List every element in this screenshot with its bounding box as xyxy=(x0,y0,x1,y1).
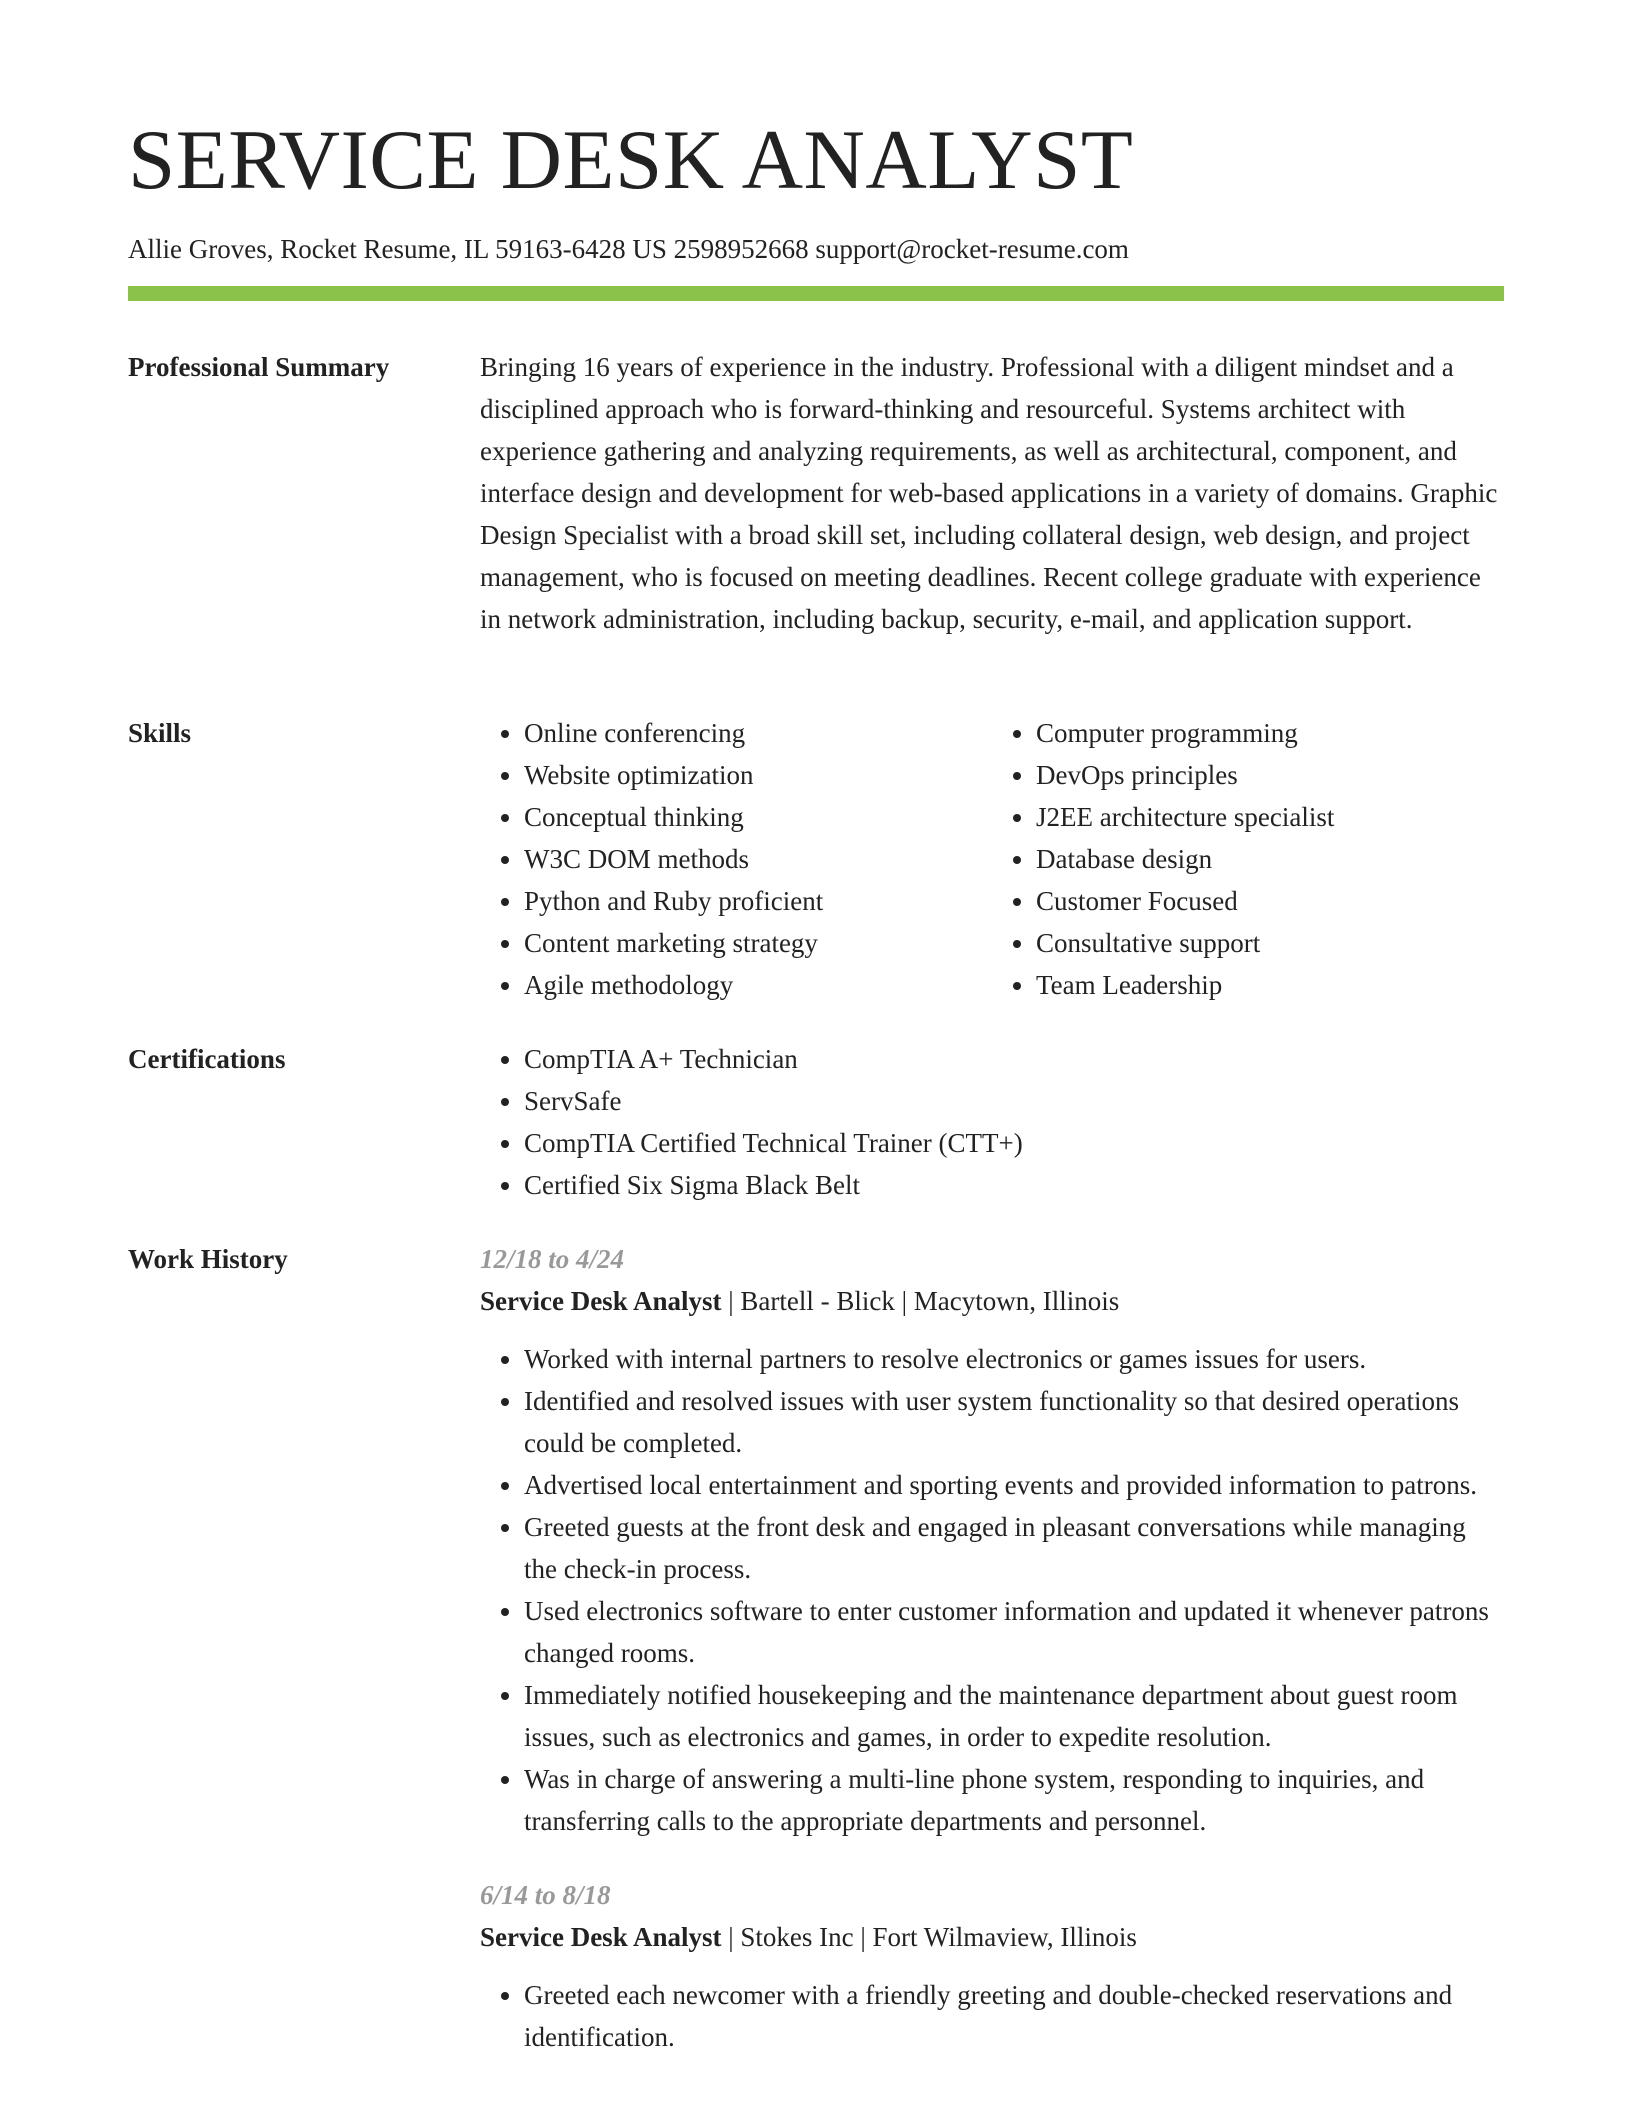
job-heading xyxy=(480,1916,1504,1958)
skill-item: • Content marketing strategy xyxy=(524,922,992,964)
contact-line: Allie Groves, Rocket Resume, IL 59163-6428 US 2598952668 support@rocket-resume.com xyxy=(128,234,1129,264)
job-entry xyxy=(480,1238,1504,1842)
skills-list-left xyxy=(480,712,992,1006)
job-company-location: | Stokes Inc | Fort Wilmaview, Illinois xyxy=(721,1922,1137,1952)
skill-item: • DevOps principles xyxy=(1036,754,1504,796)
skill-item: • Database design xyxy=(1036,838,1504,880)
job-bullet: • Was in charge of answering a multi-line phone system, responding to inquiries, and transferring calls to the appropriate departments and personnel. xyxy=(524,1758,1504,1842)
certifications-body xyxy=(480,1038,1504,1206)
summary-heading: Professional Summary xyxy=(128,352,390,382)
skill-item: • Conceptual thinking xyxy=(524,796,992,838)
skill-item: • Computer programming xyxy=(1036,712,1504,754)
work-history-heading: Work History xyxy=(128,1244,288,1274)
skill-item: • Team Leadership xyxy=(1036,964,1504,1006)
job-bullet: • Advertised local entertainment and sporting events and provided information to patrons. xyxy=(524,1464,1504,1506)
header-divider xyxy=(128,286,1504,301)
job-dates: 12/18 to 4/24 xyxy=(480,1244,625,1274)
certification-item: • CompTIA A+ Technician xyxy=(524,1038,1504,1080)
skill-item: • Agile methodology xyxy=(524,964,992,1006)
resume-title: SERVICE DESK ANALYST xyxy=(128,113,1134,207)
job-title: Service Desk Analyst xyxy=(480,1922,722,1952)
job-bullet: • Greeted guests at the front desk and engaged in pleasant conversations while managing the check-in process. xyxy=(524,1506,1504,1590)
job-dates: 6/14 to 8/18 xyxy=(480,1880,611,1910)
certifications-heading: Certifications xyxy=(128,1044,286,1074)
skills-heading: Skills xyxy=(128,718,192,748)
summary-text: Bringing 16 years of experience in the industry. Professional with a diligent mindset and a disciplined approach who is forward-thinking and resourceful. Systems architect with experience gathering and analyzing requirements, as well as architectural, component, and interface design and development for web-based applications in a variety of domains. Graphic Design Specialist with a broad skill set, including collateral design, web design, and project management, who is focused on meeting deadlines. Recent college graduate with experience in network administration, including backup, security, e-mail, and application support. xyxy=(480,352,1498,634)
job-bullet: • Used electronics software to enter customer information and updated it whenever patrons changed rooms. xyxy=(524,1590,1504,1674)
certification-item: • ServSafe xyxy=(524,1080,1504,1122)
skill-item: • J2EE architecture specialist xyxy=(1036,796,1504,838)
job-heading xyxy=(480,1280,1504,1322)
job-bullet: • Immediately notified housekeeping and the maintenance department about guest room issues, such as electronics and games, in order to expedite resolution. xyxy=(524,1674,1504,1758)
skill-item: • Python and Ruby proficient xyxy=(524,880,992,922)
job-company-location: | Bartell - Blick | Macytown, Illinois xyxy=(721,1286,1120,1316)
summary-body xyxy=(480,346,1504,640)
job-bullet: • Greeted each newcomer with a friendly greeting and double-checked reservations and identification. xyxy=(524,1974,1504,2058)
certifications-list xyxy=(480,1038,1504,1206)
job-bullets xyxy=(480,1338,1504,1842)
certification-item: • Certified Six Sigma Black Belt xyxy=(524,1164,1504,1206)
skill-item: • Website optimization xyxy=(524,754,992,796)
job-bullet: • Worked with internal partners to resolve electronics or games issues for users. xyxy=(524,1338,1504,1380)
skill-item: • Consultative support xyxy=(1036,922,1504,964)
work-history-body xyxy=(480,1238,1504,2058)
job-entry xyxy=(480,1874,1504,2058)
job-bullets xyxy=(480,1974,1504,2058)
job-title: Service Desk Analyst xyxy=(480,1286,722,1316)
job-bullet: • Identified and resolved issues with user system functionality so that desired operations could be completed. xyxy=(524,1380,1504,1464)
skills-body xyxy=(480,712,1504,1006)
skill-item: • W3C DOM methods xyxy=(524,838,992,880)
skill-item: • Online conferencing xyxy=(524,712,992,754)
certification-item: • CompTIA Certified Technical Trainer (CTT+) xyxy=(524,1122,1504,1164)
skills-list-right xyxy=(992,712,1504,1006)
skill-item: • Customer Focused xyxy=(1036,880,1504,922)
